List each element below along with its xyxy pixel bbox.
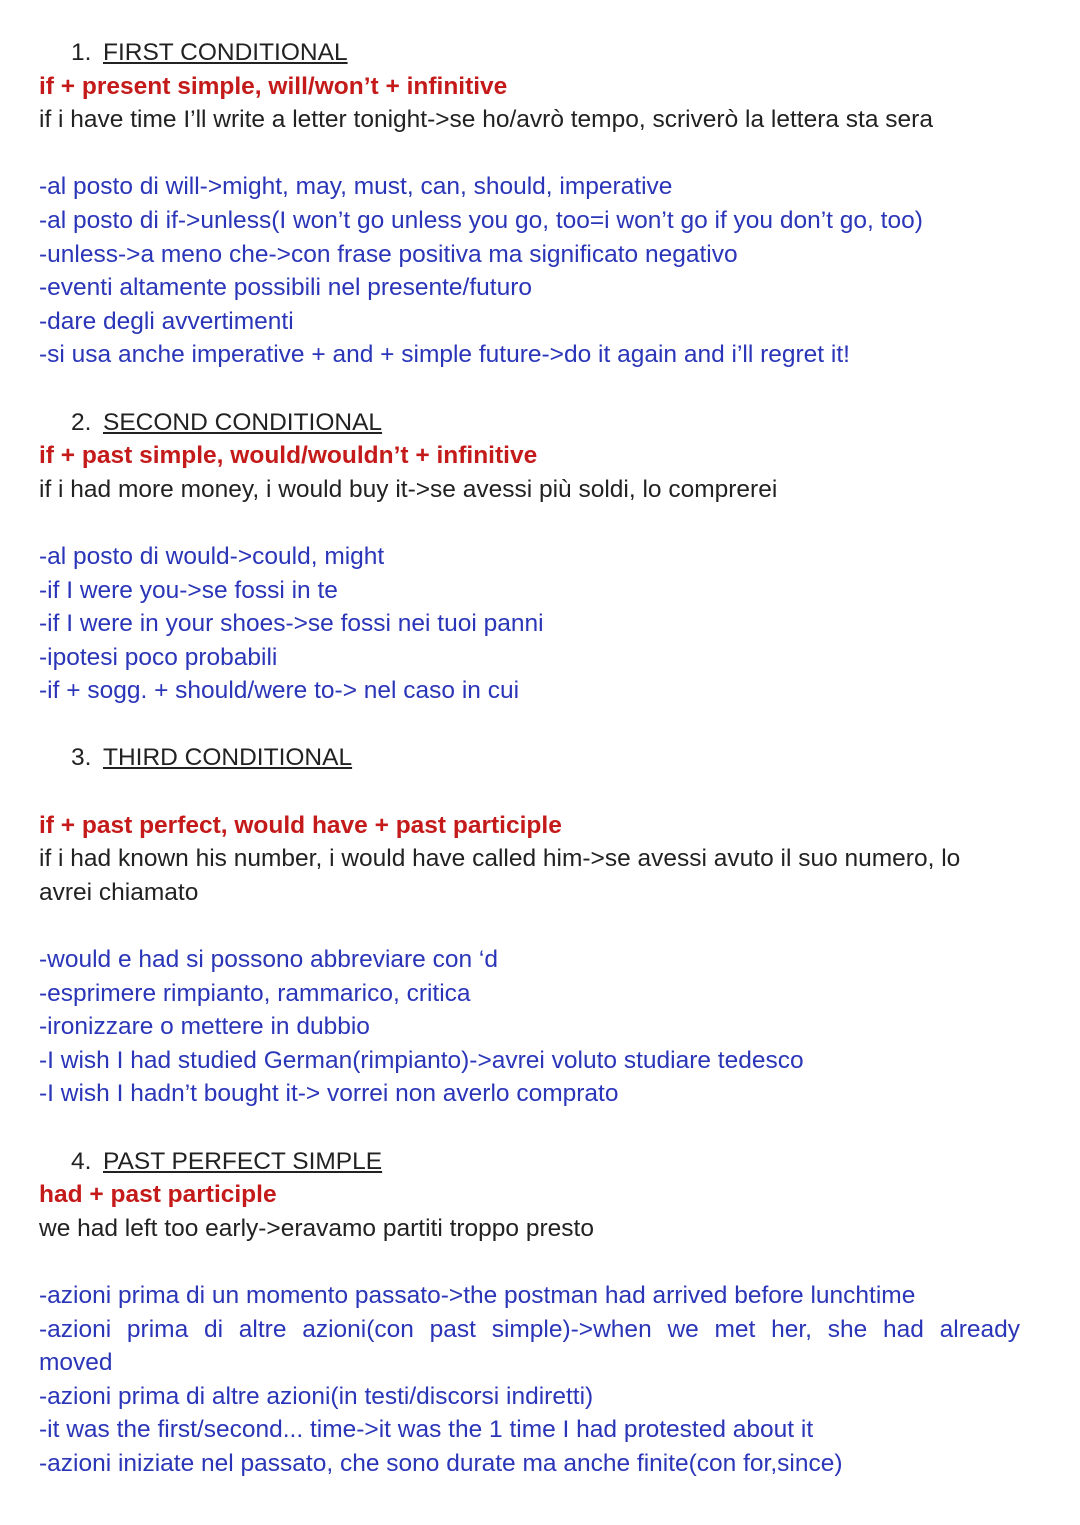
spacer: [39, 1245, 1020, 1279]
note-line: -al posto di if->unless(I won’t go unless you go, too=i won’t go if you don’t go, too): [39, 206, 923, 234]
note-line: -if I were you->se fossi in te: [39, 576, 338, 604]
spacer: [39, 775, 1020, 809]
note-line: -I wish I hadn’t bought it-> vorrei non averlo comprato: [39, 1080, 619, 1108]
note-line: -unless->a meno che->con frase positiva ma significato negativo: [39, 240, 738, 268]
note-line: -I wish I had studied German(rimpianto)->avrei voluto studiare tedesco: [39, 1046, 804, 1074]
note-line: -si usa anche imperative + and + simple future->do it again and i’ll regret it!: [39, 341, 850, 369]
note-line: -esprimere rimpianto, rammarico, critica: [39, 979, 471, 1007]
section-number: 4.: [71, 1147, 92, 1175]
section-heading: [39, 741, 1020, 775]
section-example: if i have time I’ll write a letter tonight->se ho/avrò tempo, scriverò la lettera sta sera: [39, 106, 933, 134]
note-line: -al posto di would->could, might: [39, 542, 385, 570]
section-formula: if + past perfect, would have + past participle: [39, 811, 562, 839]
section-title: FIRST CONDITIONAL: [103, 39, 348, 66]
section-example: we had left too early->eravamo partiti troppo presto: [39, 1214, 594, 1242]
note-line: -al posto di will->might, may, must, can, should, imperative: [39, 173, 673, 201]
note-line: -azioni prima di altre azioni(con past simple)->when we met her, she had already: [39, 1315, 1020, 1343]
note-line: -azioni prima di altre azioni(in testi/discorsi indiretti): [39, 1382, 594, 1410]
section-formula: if + past simple, would/wouldn’t + infinitive: [39, 442, 538, 470]
note-line: moved: [39, 1349, 113, 1377]
note-line: -ipotesi poco probabili: [39, 643, 278, 671]
note-line: -if + sogg. + should/were to-> nel caso in cui: [39, 677, 520, 705]
section-title: SECOND CONDITIONAL: [103, 408, 383, 436]
note-line: -dare degli avvertimenti: [39, 307, 294, 335]
note-line: -ironizzare o mettere in dubbio: [39, 1013, 370, 1041]
section-number: 2.: [71, 408, 92, 436]
section-formula: if + present simple, will/won’t + infinitive: [39, 72, 508, 100]
spacer: [39, 372, 1020, 406]
spacer: [39, 708, 1020, 742]
section-example: if i had known his number, i would have called him->se avessi avuto il suo numero, lo: [39, 845, 961, 873]
spacer: [39, 909, 1020, 943]
spacer: [39, 1111, 1020, 1145]
note-line: -eventi altamente possibili nel presente/futuro: [39, 274, 533, 302]
spacer: [39, 137, 1020, 171]
section-example-continued: avrei chiamato: [39, 878, 199, 906]
spacer: [39, 506, 1020, 540]
section-title: PAST PERFECT SIMPLE: [103, 1147, 383, 1175]
note-line: -it was the first/second... time->it was the 1 time I had protested about it: [39, 1416, 814, 1444]
note-line: -azioni iniziate nel passato, che sono durate ma anche finite(con for,since): [39, 1449, 843, 1477]
section-number: 1.: [71, 39, 92, 66]
section-formula: had + past participle: [39, 1181, 277, 1209]
section-number: 3.: [71, 744, 92, 772]
section-heading: [39, 36, 1020, 70]
note-line: -would e had si possono abbreviare con ‘d: [39, 946, 498, 974]
section-title: THIRD CONDITIONAL: [103, 744, 353, 772]
section-example: if i had more money, i would buy it->se avessi più soldi, lo comprerei: [39, 475, 778, 503]
note-line: -azioni prima di un momento passato->the postman had arrived before lunchtime: [39, 1281, 916, 1309]
note-line: -if I were in your shoes->se fossi nei tuoi panni: [39, 610, 544, 638]
section-heading: [39, 406, 1020, 440]
section-heading: [39, 1145, 1020, 1179]
